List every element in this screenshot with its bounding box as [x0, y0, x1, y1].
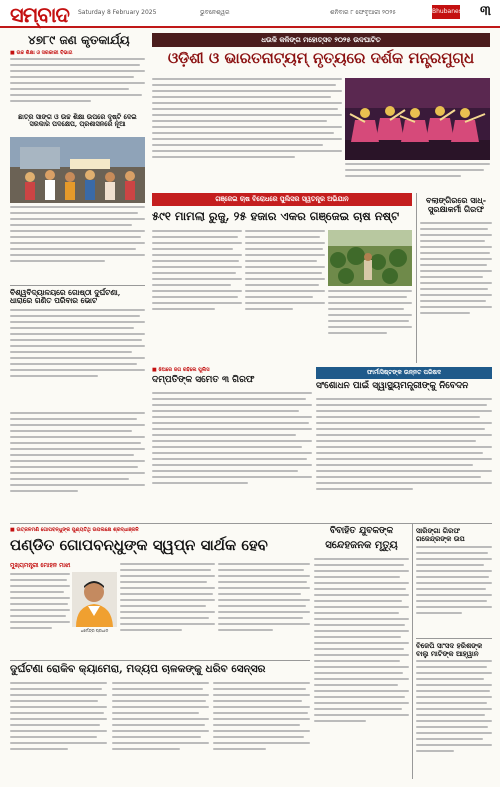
protest-photo	[10, 137, 145, 203]
right-column-headline: ବଲାଙ୍ଗିରରେ ସାଧ୍-ସୁରକ୍ଷାକର୍ମୀ ଗିରଫ	[425, 195, 487, 214]
ganja-headline: ୫୯୧ ମାମଲା ରୁଜୁ, ୨୫ ହଜାର ଏକର ଗଞ୍ଜେଇ ଚାଷ ନଷ୍ଟ	[152, 209, 400, 223]
dance-festival-caption	[345, 163, 490, 189]
bottom-story-body-col1	[10, 682, 107, 778]
minister-photo	[72, 572, 117, 627]
section-divider	[10, 523, 492, 524]
gopabandhu-headline: ପଣ୍ଡିତ ଗୋପବନ୍ଧୁଙ୍କ ସ୍ୱପ୍ନ ସାର୍ଥକ ହେବ	[10, 536, 268, 554]
ganja-body-col3	[328, 290, 412, 365]
hostel-body	[152, 392, 312, 518]
header-date-odia: ଶନିବାର ୮ ଫେବୃଆରୀ ୨୦୨୫	[330, 9, 397, 16]
hostel-headline: ଦମ୍ପତିଙ୍କ ସମେତ ୩ ଗିରଫ	[152, 375, 255, 385]
ganja-field-photo	[328, 230, 412, 286]
gopabandhu-body-col2	[120, 563, 215, 658]
bottom-right-body-2	[416, 660, 492, 778]
dance-festival-kicker: ଧଉଳି କଳିଙ୍ଗ ମହୋତ୍ସବ ୨୦୨୫ ଉଦଘାଟିତ	[152, 33, 490, 47]
pharmacy-kicker: ଫାର୍ମାସିଷ୍ଟଙ୍କ ଉନ୍ନତ ପରିଷଦ	[316, 367, 492, 379]
header-edition: ଭୁବନେଶ୍ୱର	[200, 9, 230, 16]
pharmacy-headline: ସଂଶୋଧନ ପାଇଁ ସ୍ୱାସ୍ଥ୍ୟମନ୍ତ୍ରୀଙ୍କୁ ନିବେଦନ	[316, 381, 469, 391]
page-number: ୩	[480, 3, 492, 19]
left-bottom-headline: ବିଶ୍ୱବିଦ୍ୟାଳୟରେ ଗୋଷ୍ଠୀ ଦୁର୍ଘଟଣା, ଧାରାରେ ଗଣିତ ପରିବାର ଭୋଟ	[10, 288, 121, 306]
minister-photo-caption: ଧର୍ମେନ୍ଦ୍ର ପ୍ରଧାନ	[80, 628, 109, 633]
pharmacy-body	[316, 398, 492, 518]
left-top-kicker: ■ ଉଚ୍ଚ ଶିକ୍ଷା ଓ ସରକାରୀ ବିଭାଗ	[10, 50, 73, 56]
dancers-photo	[345, 78, 490, 160]
left-bottom-body	[10, 309, 145, 409]
dance-festival-body	[152, 78, 342, 188]
column-divider-2	[412, 524, 413, 779]
newspaper-logo: ସମ୍ବାଦ	[10, 2, 69, 27]
gopabandhu-body-col1	[10, 573, 70, 653]
gopabandhu-kicker: ■ ଉତ୍କଳମଣି ଗୋପବନ୍ଧୁଙ୍କ ପୁଣ୍ୟତିଥି ଉପଲକ୍ଷେ ଶ୍ରଦ୍ଧାଞ୍ଜଳି	[10, 527, 139, 533]
gopabandhu-byline: ମୁଖ୍ୟମନ୍ତ୍ରୀ ମୋହନ ମାଝୀ	[10, 562, 71, 569]
marriage-body	[314, 558, 409, 778]
ganja-body-col2	[245, 230, 325, 365]
marriage-headline: ସନ୍ଦେହଜନକ ମୃତ୍ୟୁ	[325, 540, 398, 551]
left-mid-body	[10, 206, 145, 286]
dance-festival-headline: ଓଡ଼ିଶୀ ଓ ଭାରତନାଟ୍ୟମ୍ ନୃତ୍ୟରେ ଦର୍ଶକ ମନ୍ତ୍ରମୁଗ୍ଧ	[167, 49, 475, 67]
left-bottom-body-cont	[10, 412, 145, 520]
divider-3	[416, 638, 492, 639]
left-top-headline: ୪୭୮୯ ଜଣ କୃତକାର୍ଯ୍ୟ	[28, 33, 130, 47]
bottom-story-body-col3	[213, 682, 310, 778]
masthead	[0, 0, 500, 28]
ganja-kicker: ଗଞ୍ଜେଇ ଚାଷ ବିରୋଧରେ ପୁଲିସର ସ୍ୱତନ୍ତ୍ର ଅଭିଯାନ	[152, 193, 412, 206]
left-top-body	[10, 58, 145, 110]
marriage-kicker: ବିବାହିତ ଯୁବକଙ୍କ	[329, 526, 394, 536]
left-mid-headline: ଛାତ୍ର ସାଙ୍ଗ ଓ ଉଚ୍ଚ ଶିକ୍ଷା ଉପରେ ଦୃଷ୍ଟି ଦେଇ ସରକାର ପଦକ୍ଷେପ, ପ୍ରଶାସନରେ ନୂଆ	[18, 113, 137, 129]
right-column-body	[420, 222, 492, 362]
header-date: Saturday 8 February 2025	[78, 9, 157, 16]
divider-4	[10, 660, 310, 661]
ganja-body-col1	[152, 230, 242, 365]
column-divider	[416, 193, 417, 363]
hostel-kicker: ■ ଝିଅରେ ଜଗ ରହିଲେ ପୁଲିସ	[152, 367, 210, 373]
bottom-right-headline-1: ସାରିଙ୍ଗା ଗିରଫ ଗଜେନ୍ଦ୍ରଙ୍କ ଉପ	[416, 526, 465, 543]
bottom-story-headline: ଦୁର୍ଘଟଣା ରୋକିବ କ୍ୟାମେରା, ମଦ୍ୟପ ଚାଳକଙ୍କୁ ଧରିବ ସେନ୍ସର	[10, 663, 266, 675]
bottom-story-body-col2	[112, 682, 209, 778]
bottom-right-headline-2: ବିଜେପି ସାଂସଦ ହରିଶଙ୍କ ବାଲୁ ମାଟିଙ୍କ ଆହ୍ୱାନ	[416, 641, 483, 658]
header-city: Bhubaneswar	[432, 5, 460, 19]
gopabandhu-body-col3	[218, 563, 310, 658]
bottom-right-body-1	[416, 546, 492, 636]
divider	[10, 285, 145, 286]
